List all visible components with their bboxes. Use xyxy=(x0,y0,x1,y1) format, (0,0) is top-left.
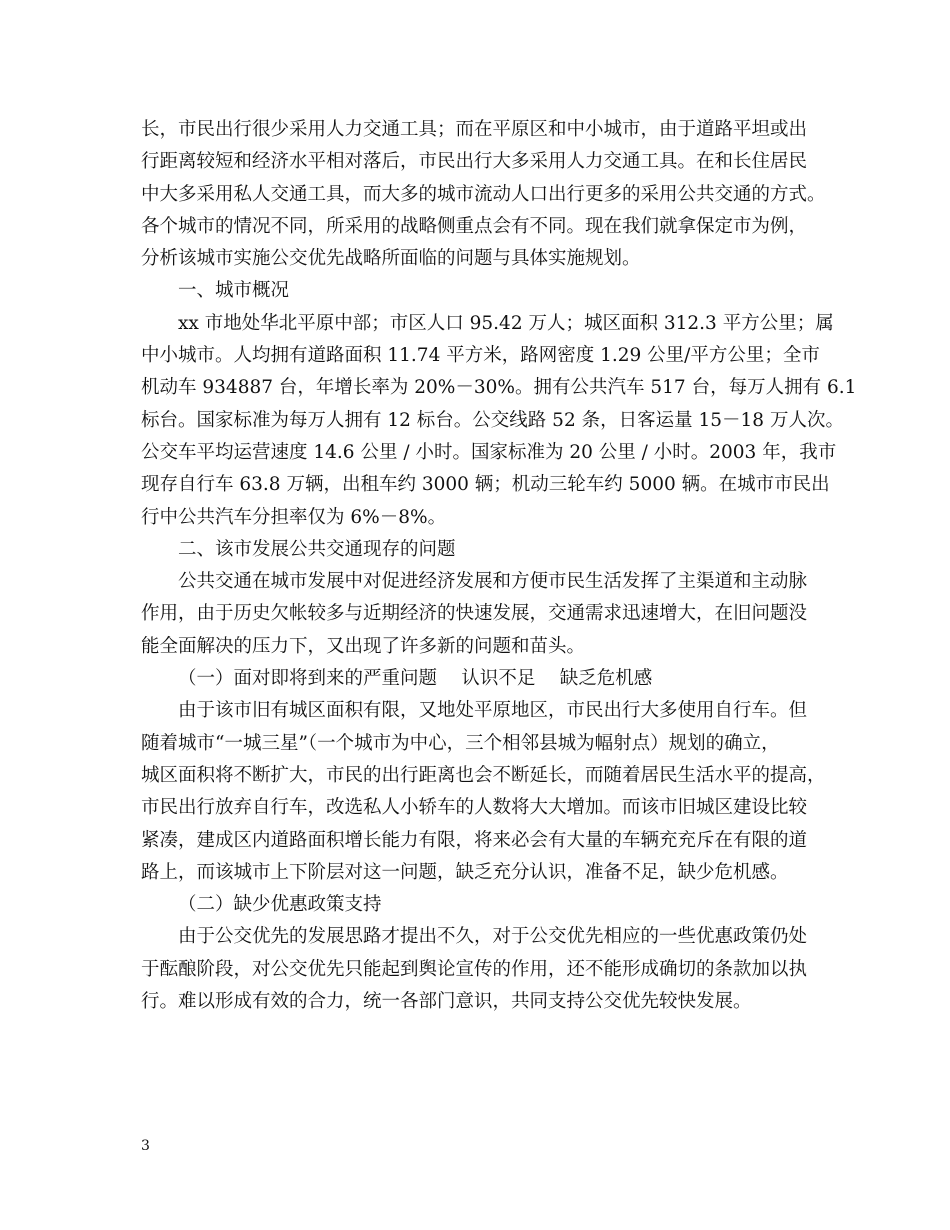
text-line: 长，市民出行很少采用人力交通工具；而在平原区和中小城市，由于道路平坦或出 xyxy=(141,119,808,140)
text-line: 市民出行放弃自行车，改选私人小轿车的人数将大大增加。而该市旧城区建设比较 xyxy=(141,797,808,819)
text-line: 路上，而该城市上下阶层对这一问题，缺乏充分认识，准备不足，缺少危机感。 xyxy=(141,861,789,883)
text-line: 现存自行车 63.8 万辆，出租车约 3000 辆；机动三轮车约 5000 辆。在城市市民出 xyxy=(141,474,830,496)
text-line: 随着城市“一城三星”（一个城市为中心，三个相邻县城为幅射点）规划的确立， xyxy=(141,732,780,754)
subsection-heading: （二）缺少优惠政策支持 xyxy=(178,894,382,916)
text-line: 行距离较短和经济水平相对落后，市民出行大多采用人力交通工具。在和长住居民 xyxy=(141,151,808,173)
text-line: 城区面积将不断扩大，市民的出行距离也会不断延长，而随着居民生活水平的提高， xyxy=(141,764,826,786)
text-line: 行中公共汽车分担率仅为 6%－8%。 xyxy=(141,506,447,528)
text-line: xx 市地处华北平原中部；市区人口 95.42 万人；城区面积 312.3 平方公里；属 xyxy=(178,312,834,334)
text-line: 行。难以形成有效的合力，统一各部门意识，共同支持公交优先较快发展。 xyxy=(141,991,752,1013)
text-line: 于酝酿阶段，对公交优先只能起到舆论宣传的作用，还不能形成确切的条款加以执 xyxy=(141,958,808,980)
text-line: 公共交通在城市发展中对促进经济发展和方便市民生活发挥了主渠道和主动脉 xyxy=(178,571,808,593)
section-heading: 一、城市概况 xyxy=(178,280,290,302)
text-line: 标台。国家标准为每万人拥有 12 标台。公交线路 52 条，日客运量 15－18 万人次。 xyxy=(141,409,844,431)
document-body xyxy=(141,114,857,1018)
text-line: 紧凑，建成区内道路面积增长能力有限，将来必会有大量的车辆充充斥在有限的道 xyxy=(141,829,808,851)
text-line: 作用，由于历史欠帐较多与近期经济的快速发展，交通需求迅速增大，在旧问题没 xyxy=(141,603,808,625)
text-line: 公交车平均运营速度 14.6 公里 / 小时。国家标准为 20 公里 / 小时。2003 年，我市 xyxy=(141,441,837,463)
text-line: 中大多采用私人交通工具，而大多的城市流动人口出行更多的采用公共交通的方式。 xyxy=(141,183,826,205)
text-line: 各个城市的情况不同，所采用的战略侧重点会有不同。现在我们就拿保定市为例， xyxy=(141,215,808,237)
section-heading: 二、该市发展公共交通现存的问题 xyxy=(178,538,456,560)
text-line: 中小城市。人均拥有道路面积 11.74 平方米，路网密度 1.29 公里/平方公里；全市 xyxy=(141,345,820,367)
text-line: 由于公交优先的发展思路才提出不久，对于公交优先相应的一些优惠政策仍处 xyxy=(178,926,808,948)
subsection-heading: （一）面对即将到来的严重问题 认识不足 缺乏危机感 xyxy=(178,668,653,690)
text-line: 分析该城市实施公交优先战略所面临的问题与具体实施规划。 xyxy=(141,248,641,270)
text-line: 由于该市旧有城区面积有限，又地处平原地区，市民出行大多使用自行车。但 xyxy=(178,700,808,722)
page-number: 3 xyxy=(141,1138,150,1154)
text-line: 机动车 934887 台，年增长率为 20%－30%。拥有公共汽车 517 台，每万人拥有 6.1 xyxy=(141,377,857,399)
text-line: 能全面解决的压力下，又出现了许多新的问题和苗头。 xyxy=(141,635,586,657)
